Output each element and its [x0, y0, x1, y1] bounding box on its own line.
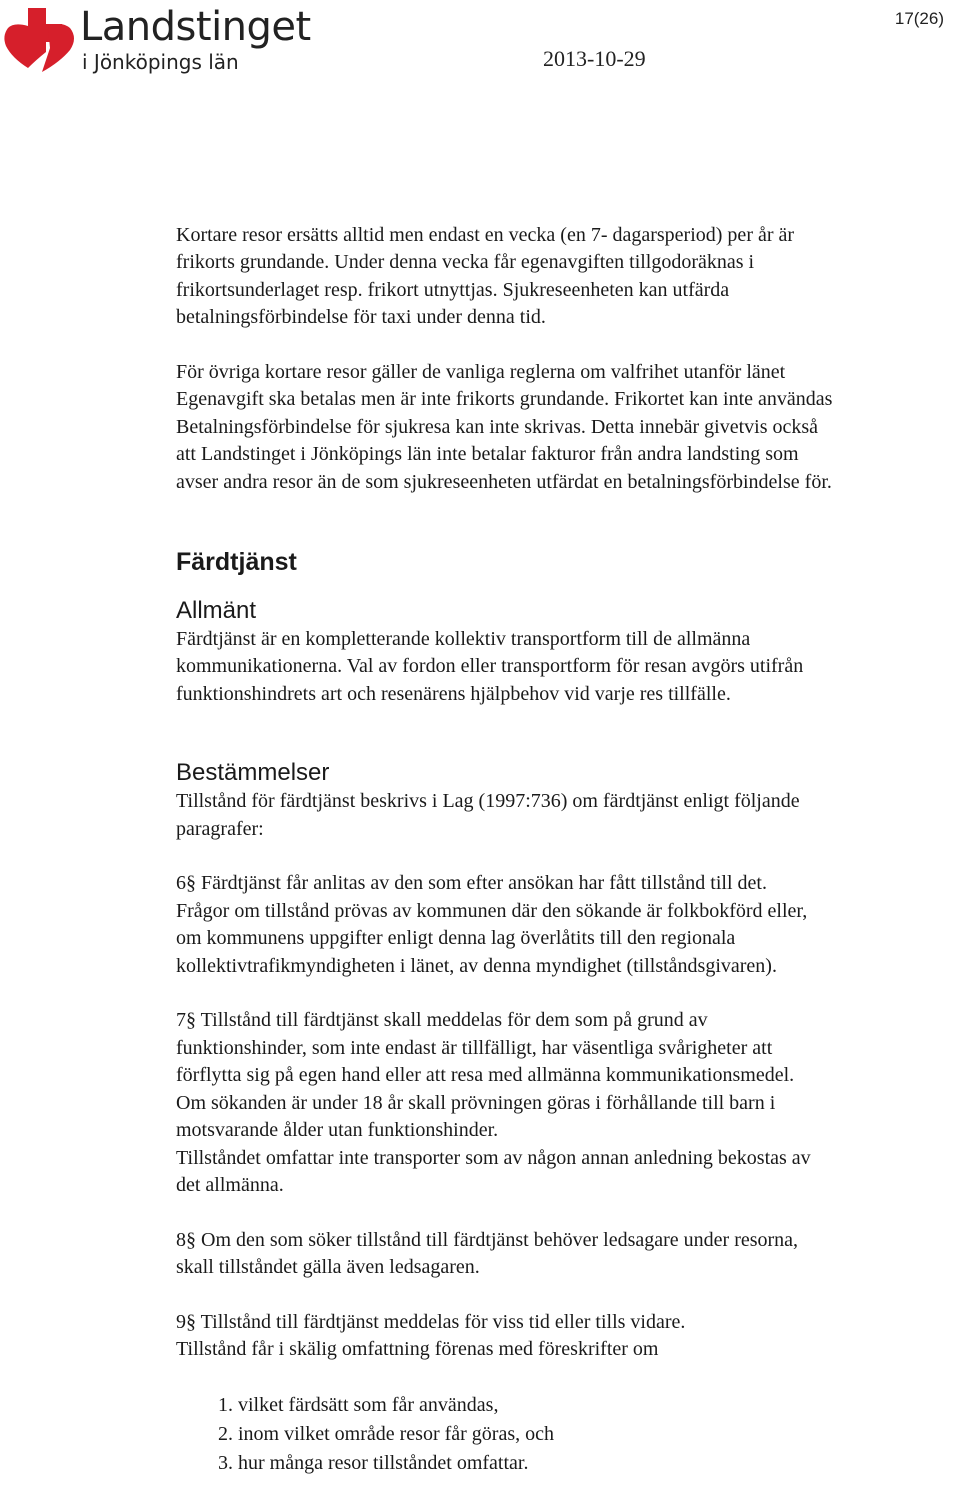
logo-name: Landstinget [80, 4, 311, 50]
document-body [176, 222, 960, 1478]
paragraph-ovriga-resor: För övriga kortare resor gäller de vanliga reglerna om valfrihet utanför länet Egenavgift ska betalas men är inte frikorts grundande. Frikortet kan inte användas Betalningsförbindelse för sjukresa kan inte skrivas. Detta innebär givetvis också att Landstinget i Jönköpings län inte betalar fakturor från andra landsting som avser andra resor än de som sjukreseenheten utfärdat en betalningsförbindelse för. [176, 361, 833, 493]
paragraph-section-9: 9§ Tillstånd till färdtjänst meddelas för viss tid eller tills vidare. Tillstånd får i skälig omfattning förenas med föreskrifter om [176, 1310, 686, 1361]
heading-fardtjanst: Färdtjänst [176, 548, 297, 577]
numbered-list [176, 1391, 960, 1478]
list-item: 3. hur många resor tillståndet omfattar. [218, 1452, 529, 1475]
page-number: 17(26) [894, 9, 944, 28]
paragraph-section-7: 7§ Tillstånd till färdtjänst skall meddelas för dem som på grund av funktionshinder, som inte endast är tillfälligt, har väsentliga svårigheter att förflytta sig på egen hand eller att resa med allmänna kommunikationsmedel. Om sökanden är under 18 år skall prövningen göras i förhållande till barn i motsvarande ålder utan funktionshinder. Tillståndet omfattar inte transporter som av någon annan anledning bekostas av det allmänna. [176, 1009, 811, 1196]
paragraph-allmant: Färdtjänst är en kompletterande kollektiv transportform till de allmänna kommunikationerna. Val av fordon eller transportform för resan avgörs utifrån funktionshindrets art och resenärens hjälpbehov vid varje res tillfälle. [176, 628, 804, 705]
organization-logo [0, 0, 320, 80]
paragraph-section-6: 6§ Färdtjänst får anlitas av den som efter ansökan har fått tillstånd till det. Frågor om tillstånd prövas av kommunen där den sökande är folkbokförd eller, om kommunens uppgifter enligt denna lag överlåtits till den regionala kollektivtrafikmyndigheten i länet, av denna myndighet (tillståndsgivaren). [176, 872, 808, 977]
heading-allmant: Allmänt [176, 597, 257, 625]
list-item: 1. vilket färdsätt som får användas, [218, 1394, 499, 1417]
landstinget-heart-cross-icon [2, 2, 78, 74]
paragraph-bestammelser: Tillstånd för färdtjänst beskrivs i Lag (1997:736) om färdtjänst enligt följande paragrafer: [176, 790, 800, 840]
list-item: 2. inom vilket område resor får göras, och [218, 1423, 555, 1446]
paragraph-kortare-resor: Kortare resor ersätts alltid men endast en vecka (en 7- dagarsperiod) per år är frikorts grundande. Under denna vecka får egenavgiften tillgodoräknas i frikortsunderlaget resp. frikort utnyttjas. Sjukreseenheten kan utfärda betalningsförbindelse för taxi under denna tid. [176, 224, 795, 329]
logo-subtitle: i Jönköpings län [82, 50, 239, 74]
document-date: 2013-10-29 [543, 46, 646, 71]
heading-bestammelser: Bestämmelser [176, 759, 330, 787]
paragraph-section-8: 8§ Om den som söker tillstånd till färdtjänst behöver ledsagare under resorna, skall tillståndet gälla även ledsagaren. [176, 1228, 799, 1279]
